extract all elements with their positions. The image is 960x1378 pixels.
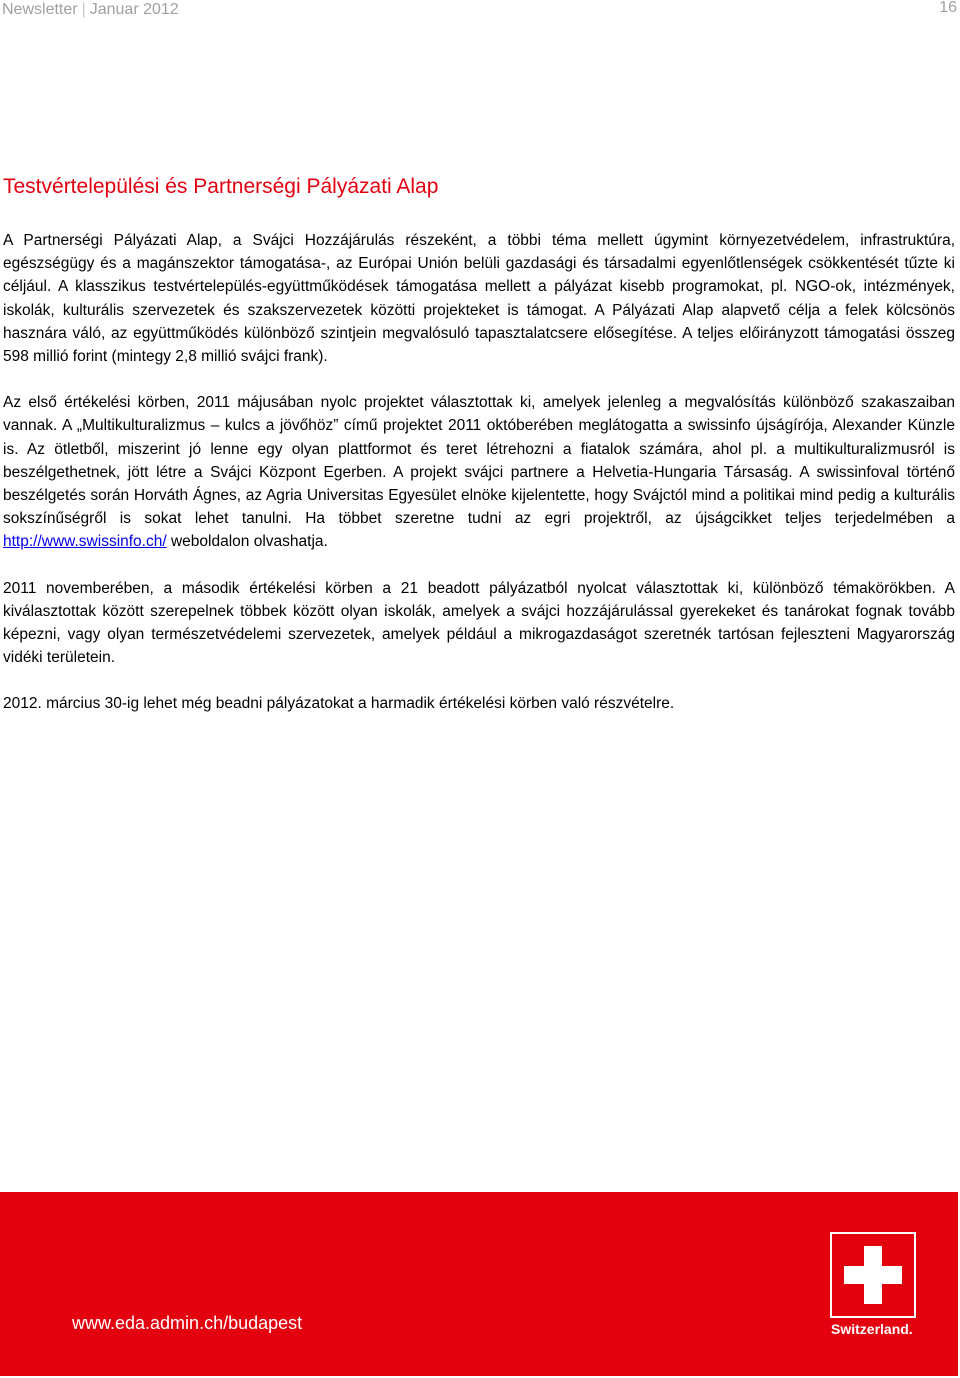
paragraph-2-text-b: weboldalon olvashatja.: [166, 533, 328, 551]
paragraph-4: 2012. március 30-ig lehet még beadni pályázatokat a harmadik értékelési körben való részvételre.: [3, 695, 675, 713]
issue-date: Januar 2012: [89, 1, 179, 18]
swiss-cross-icon: [830, 1232, 916, 1318]
cross-horizontal-bar: [844, 1266, 902, 1284]
switzerland-wordmark: Switzerland.: [831, 1321, 913, 1337]
page-number: 16: [939, 0, 957, 16]
header-separator: |: [81, 1, 86, 18]
paragraph-2: [3, 391, 955, 553]
swissinfo-link[interactable]: http://www.swissinfo.ch/: [3, 533, 167, 551]
footer-banner: [0, 1192, 958, 1376]
paragraph-3: 2011 novemberében, a második értékelési körben a 21 beadott pályázatból nyolcat választottak ki, különböző témakörökben. A kiválasztottak között szerepelnek többek között olyan iskolák, amelyek a svájci hozzájárulással gyerekeket és tanárokat fognak tovább képezni, vagy olyan természetvédelemi szervezetek, amelyek például a mikrogazdaságot szeretnék tartósan fejleszteni Magyarország vidéki területein.: [3, 579, 955, 667]
article-title: Testvértelepülési és Partnerségi Pályázati Alap: [3, 175, 439, 198]
paragraph-1: A Partnerségi Pályázati Alap, a Svájci Hozzájárulás részeként, a többi téma mellett úgymint környezetvédelem, infrastruktúra, egészségügy és a magánszektor támogatása-, az Európai Unión belüli gazdasági és társadalmi egyenlőtlenségek csökkentését tűzte ki céljául. A klasszikus testvértelepülés-együttműködések támogatása mellett a pályázat kisebb programokat, pl. NGO-ok, intézmények, iskolák, kulturális szervezetek és szakszervezetek közötti projekteket is támogat. A Pályázati Alap alapvető célja a felek kölcsönös hasznára váló, az együttműködés különböző szintjein megvalósuló tapasztalatcsere elősegítése. A teljes előirányzott támogatási összeg 598 millió forint (mintegy 2,8 millió svájci frank).: [3, 232, 955, 366]
article-body: [3, 229, 955, 739]
header-publication-info: [2, 0, 179, 20]
publication-name: Newsletter: [2, 1, 78, 18]
page-header: [0, 0, 960, 22]
paragraph-2-text-a: Az első értékelési körben, 2011 májusában nyolc projektet választottak ki, amelyek jelenleg a megvalósítás különböző szakaszaiban vannak. A „Multikulturalizmus – kulcs a jövőhöz” című projektet 2011 októberében meglátogatta a swissinfo újságírója, Alexander Künzle is. Az ötletből, miszerint jó lenne egy olyan plattformot és teret létrehozni a fiatalok számára, ahol pl. a multikulturalizmusról is beszélgethetnek, jött létre a Svájci Központ Egerben. A projekt svájci partnere a Helvetia-Hungaria Társaság. A swissinfoval történő beszélgetés során Horváth Ágnes, az Agria Universitas Egyesület elnöke kijelentette, hogy Svájctól mind a politikai mind pedig a kulturális sokszínűségről is sokat lehet tanulni. Ha többet szeretne tudni az egri projektről, az újságcikket teljes terjedelmében a: [3, 394, 955, 528]
footer-url[interactable]: www.eda.admin.ch/budapest: [72, 1313, 303, 1333]
